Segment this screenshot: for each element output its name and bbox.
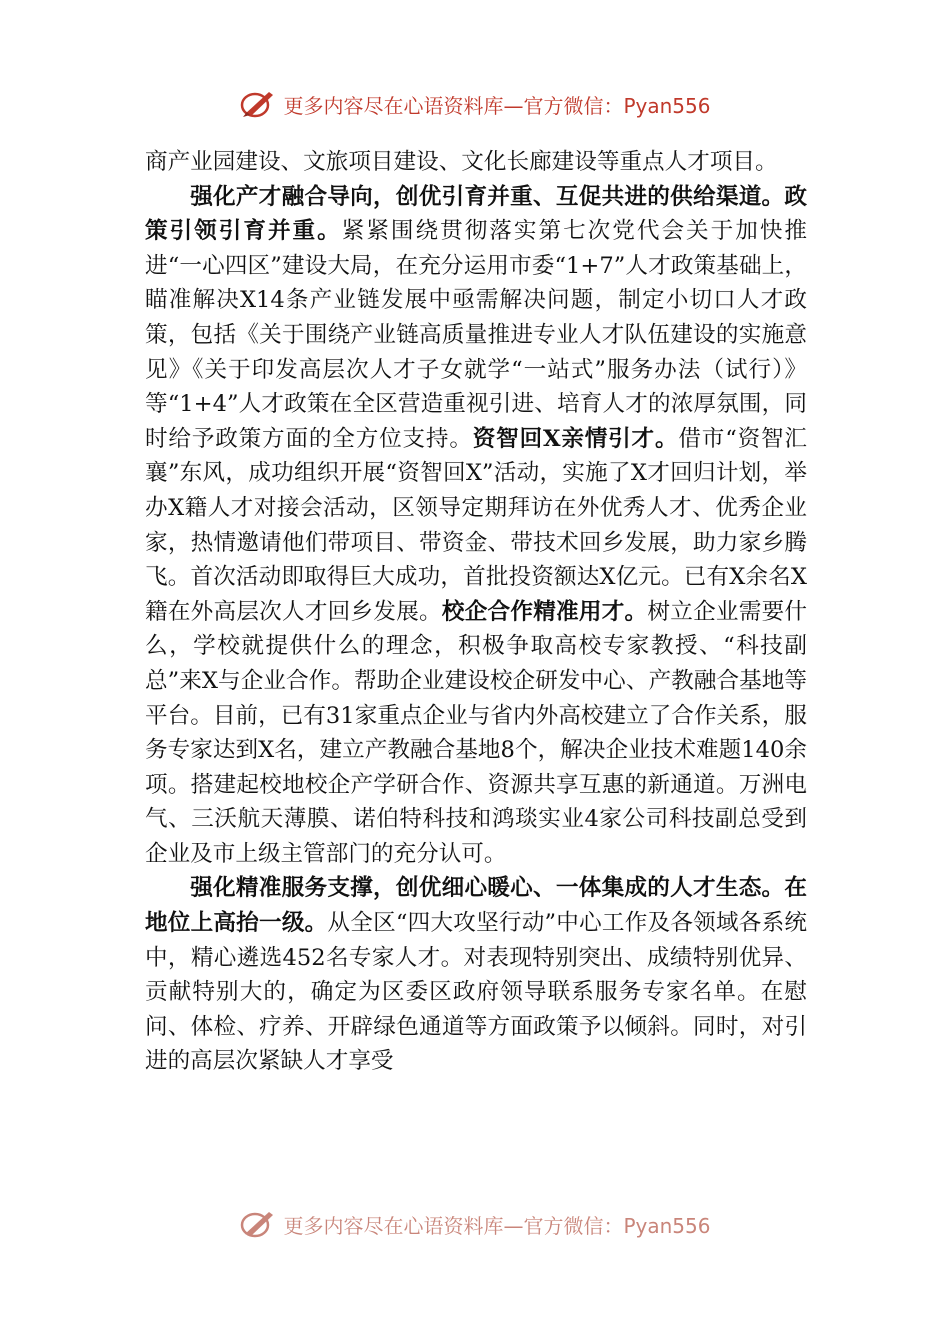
section-heading: 强化产才融合导向，创优引育并重、互促共进的供给渠道。 — [190, 183, 785, 210]
watermark-text: 更多内容尽在心语资料库—官方微信：Pyan556 — [283, 1213, 711, 1238]
text-run: 借市“资智汇襄”东风，成功组织开展“资智回X”活动，实施了X才回归计划，举办X籍人才对接会活动，区领导定期拜访在外优秀人才、优秀企业家，热情邀请他们带项目、带资金、带技术回乡发展，助力家乡腾飞。首次活动即取得巨大成功，首批投资额达X亿元。已有X余名X籍在外高层次人才回乡发展。 — [145, 425, 807, 625]
document-body — [145, 145, 807, 1079]
text-run: 从全区“四大攻坚行动”中心工作及各领域各系统中，精心遴选452名专家人才。对表现特别突出、成绩特别优异、贡献特别大的，确定为区委区政府领导联系服务专家名单。在慰问、体检、疗养、开辟绿色通道等方面政策予以倾斜。同时，对引进的高层次紧缺人才享受 — [145, 910, 807, 1075]
paragraph — [145, 871, 807, 1079]
paragraph — [145, 145, 807, 180]
subheading: 资智回X亲情引才。 — [472, 425, 679, 452]
pen-logo-icon — [239, 1208, 277, 1240]
section-heading: 强化精准服务支撑，创优细心暖心、一体集成的人才生态。 — [190, 875, 785, 902]
subheading: 政策引领引育并重。 — [145, 183, 807, 245]
pen-logo-icon — [239, 88, 277, 120]
text-run: 树立企业需要什么，学校就提供什么的理念，积极争取高校专家教授、“科技副总”来X与企业合作。帮助企业建设校企研发中心、产教融合基地等平台。目前，已有31家重点企业与省内外高校建立了合作关系，服务专家达到X名，建立产教融合基地8个，解决企业技术难题140余项。搭建起校地校企产学研合作、资源共享互惠的新通道。万洲电气、三沃航天薄膜、诺伯特科技和鸿琰实业4家公司科技副总受到企业及市上级主管部门的充分认可。 — [145, 598, 808, 867]
paragraph — [145, 180, 807, 872]
text-run: 商产业园建设、文旅项目建设、文化长廊建设等重点人才项目。 — [145, 149, 778, 175]
subheading: 在地位上高抬一级。 — [145, 875, 807, 937]
watermark-text: 更多内容尽在心语资料库—官方微信：Pyan556 — [283, 93, 711, 118]
text-run: 紧紧围绕贯彻落实第七次党代会关于加快推进“一心四区”建设大局，在充分运用市委“1+7”人才政策基础上，瞄准解决X14条产业链发展中亟需解决问题，制定小切口人才政策，包括《关于围绕产业链高质量推进专业人才队伍建设的实施意见》《关于印发高层次人才子女就学“一站式”服务办法（试行）》等“1+4”人才政策在全区营造重视引进、培育人才的浓厚氛围，同时给予政策方面的全方位支持。 — [145, 218, 808, 452]
subheading: 校企合作精准用才。 — [441, 598, 648, 625]
watermark-header — [0, 84, 950, 124]
watermark-footer — [0, 1204, 950, 1244]
